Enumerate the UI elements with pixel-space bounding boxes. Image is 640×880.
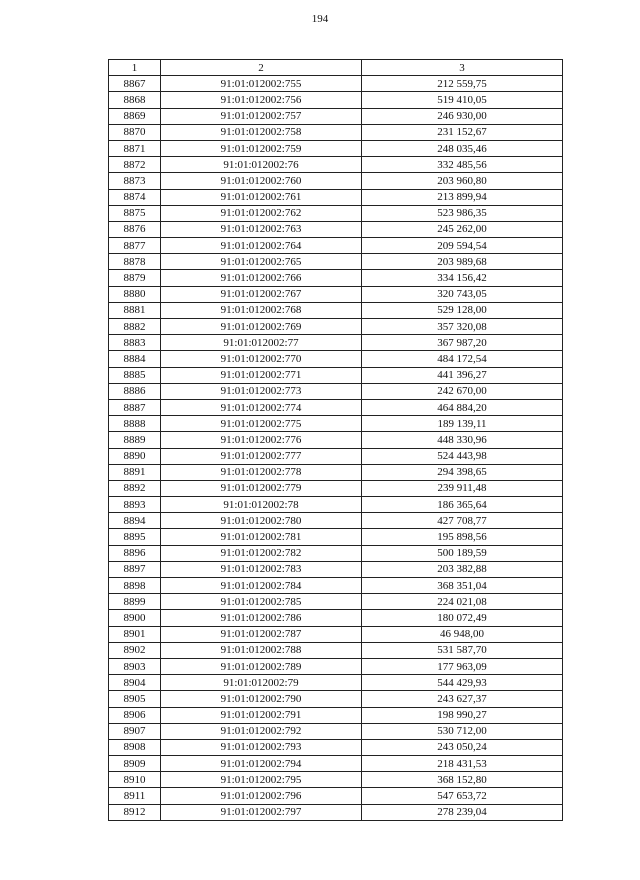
cadastral-number-cell: 91:01:012002:787	[161, 626, 362, 642]
cadastral-number-cell: 91:01:012002:784	[161, 578, 362, 594]
cadastral-number-cell: 91:01:012002:793	[161, 739, 362, 755]
cadastral-number-cell: 91:01:012002:770	[161, 351, 362, 367]
cadastral-number-cell: 91:01:012002:796	[161, 788, 362, 804]
cadastral-value-cell: 278 239,04	[362, 804, 563, 820]
cadastral-value-cell: 203 382,88	[362, 561, 563, 577]
cadastral-value-cell: 180 072,49	[362, 610, 563, 626]
cadastral-value-cell: 334 156,42	[362, 270, 563, 286]
cadastral-number-cell: 91:01:012002:78	[161, 497, 362, 513]
table-row	[109, 675, 563, 691]
cadastral-number-cell: 91:01:012002:766	[161, 270, 362, 286]
row-number-cell: 8897	[109, 561, 161, 577]
table-row	[109, 351, 563, 367]
table-row	[109, 302, 563, 318]
row-number-cell: 8890	[109, 448, 161, 464]
cadastral-value-table	[108, 59, 563, 821]
row-number-cell: 8878	[109, 254, 161, 270]
table-row	[109, 626, 563, 642]
cadastral-value-cell: 544 429,93	[362, 675, 563, 691]
row-number-cell: 8888	[109, 416, 161, 432]
table-row	[109, 513, 563, 529]
cadastral-value-cell: 531 587,70	[362, 642, 563, 658]
table-row	[109, 205, 563, 221]
table-row	[109, 480, 563, 496]
table-row	[109, 157, 563, 173]
cadastral-number-cell: 91:01:012002:759	[161, 140, 362, 156]
table-row	[109, 270, 563, 286]
row-number-cell: 8886	[109, 383, 161, 399]
table-row	[109, 464, 563, 480]
cadastral-value-cell: 332 485,56	[362, 157, 563, 173]
cadastral-number-cell: 91:01:012002:776	[161, 432, 362, 448]
row-number-cell: 8870	[109, 124, 161, 140]
cadastral-number-cell: 91:01:012002:779	[161, 480, 362, 496]
cadastral-value-cell: 213 899,94	[362, 189, 563, 205]
row-number-cell: 8868	[109, 92, 161, 108]
row-number-cell: 8877	[109, 238, 161, 254]
table-row	[109, 124, 563, 140]
table-row	[109, 92, 563, 108]
cadastral-number-cell: 91:01:012002:773	[161, 383, 362, 399]
cadastral-number-cell: 91:01:012002:797	[161, 804, 362, 820]
cadastral-value-cell: 524 443,98	[362, 448, 563, 464]
cadastral-number-cell: 91:01:012002:788	[161, 642, 362, 658]
cadastral-value-cell: 368 152,80	[362, 772, 563, 788]
row-number-cell: 8910	[109, 772, 161, 788]
table-row	[109, 578, 563, 594]
cadastral-number-cell: 91:01:012002:781	[161, 529, 362, 545]
cadastral-value-cell: 245 262,00	[362, 221, 563, 237]
page-number: 194	[311, 13, 329, 25]
row-number-cell: 8875	[109, 205, 161, 221]
cadastral-number-cell: 91:01:012002:783	[161, 561, 362, 577]
cadastral-number-cell: 91:01:012002:764	[161, 238, 362, 254]
cadastral-value-cell: 519 410,05	[362, 92, 563, 108]
cadastral-value-cell: 530 712,00	[362, 723, 563, 739]
table-row	[109, 610, 563, 626]
cadastral-number-cell: 91:01:012002:765	[161, 254, 362, 270]
cadastral-value-cell: 367 987,20	[362, 335, 563, 351]
table-row	[109, 529, 563, 545]
table-row	[109, 108, 563, 124]
cadastral-value-cell: 189 139,11	[362, 416, 563, 432]
cadastral-value-cell: 203 989,68	[362, 254, 563, 270]
cadastral-value-cell: 218 431,53	[362, 756, 563, 772]
table-row	[109, 788, 563, 804]
row-number-cell: 8869	[109, 108, 161, 124]
cadastral-number-cell: 91:01:012002:785	[161, 594, 362, 610]
cadastral-value-cell: 529 128,00	[362, 302, 563, 318]
cadastral-value-cell: 368 351,04	[362, 578, 563, 594]
table-row	[109, 173, 563, 189]
row-number-cell: 8872	[109, 157, 161, 173]
row-number-cell: 8889	[109, 432, 161, 448]
cadastral-number-cell: 91:01:012002:782	[161, 545, 362, 561]
header-row	[109, 60, 563, 76]
table-row	[109, 286, 563, 302]
cadastral-number-cell: 91:01:012002:790	[161, 691, 362, 707]
column-header-3: 3	[362, 60, 563, 76]
table-row	[109, 76, 563, 92]
cadastral-number-cell: 91:01:012002:789	[161, 658, 362, 674]
row-number-cell: 8887	[109, 399, 161, 415]
row-number-cell: 8892	[109, 480, 161, 496]
row-number-cell: 8899	[109, 594, 161, 610]
row-number-cell: 8909	[109, 756, 161, 772]
cadastral-number-cell: 91:01:012002:791	[161, 707, 362, 723]
cadastral-value-cell: 212 559,75	[362, 76, 563, 92]
table-row	[109, 545, 563, 561]
cadastral-value-cell: 294 398,65	[362, 464, 563, 480]
row-number-cell: 8895	[109, 529, 161, 545]
table-row	[109, 319, 563, 335]
row-number-cell: 8871	[109, 140, 161, 156]
cadastral-value-cell: 441 396,27	[362, 367, 563, 383]
cadastral-value-cell: 231 152,67	[362, 124, 563, 140]
column-header-2: 2	[161, 60, 362, 76]
cadastral-value-cell: 177 963,09	[362, 658, 563, 674]
table-row	[109, 383, 563, 399]
row-number-cell: 8907	[109, 723, 161, 739]
table-row	[109, 756, 563, 772]
cadastral-value-cell: 186 365,64	[362, 497, 563, 513]
row-number-cell: 8911	[109, 788, 161, 804]
cadastral-value-cell: 224 021,08	[362, 594, 563, 610]
cadastral-number-cell: 91:01:012002:792	[161, 723, 362, 739]
cadastral-value-cell: 523 986,35	[362, 205, 563, 221]
cadastral-number-cell: 91:01:012002:76	[161, 157, 362, 173]
table-header	[109, 60, 563, 76]
row-number-cell: 8891	[109, 464, 161, 480]
cadastral-value-cell: 203 960,80	[362, 173, 563, 189]
cadastral-number-cell: 91:01:012002:762	[161, 205, 362, 221]
row-number-cell: 8902	[109, 642, 161, 658]
row-number-cell: 8874	[109, 189, 161, 205]
cadastral-number-cell: 91:01:012002:767	[161, 286, 362, 302]
cadastral-number-cell: 91:01:012002:77	[161, 335, 362, 351]
table-row	[109, 642, 563, 658]
row-number-cell: 8912	[109, 804, 161, 820]
row-number-cell: 8906	[109, 707, 161, 723]
row-number-cell: 8880	[109, 286, 161, 302]
cadastral-value-cell: 484 172,54	[362, 351, 563, 367]
cadastral-number-cell: 91:01:012002:763	[161, 221, 362, 237]
cadastral-number-cell: 91:01:012002:780	[161, 513, 362, 529]
cadastral-value-cell: 246 930,00	[362, 108, 563, 124]
cadastral-value-cell: 464 884,20	[362, 399, 563, 415]
table-body	[109, 76, 563, 821]
table-row	[109, 432, 563, 448]
table-row	[109, 399, 563, 415]
row-number-cell: 8881	[109, 302, 161, 318]
cadastral-number-cell: 91:01:012002:775	[161, 416, 362, 432]
cadastral-number-cell: 91:01:012002:768	[161, 302, 362, 318]
table-row	[109, 416, 563, 432]
table-row	[109, 561, 563, 577]
row-number-cell: 8908	[109, 739, 161, 755]
cadastral-number-cell: 91:01:012002:758	[161, 124, 362, 140]
cadastral-value-cell: 243 627,37	[362, 691, 563, 707]
cadastral-value-cell: 547 653,72	[362, 788, 563, 804]
cadastral-value-cell: 500 189,59	[362, 545, 563, 561]
table-row	[109, 189, 563, 205]
row-number-cell: 8893	[109, 497, 161, 513]
cadastral-number-cell: 91:01:012002:778	[161, 464, 362, 480]
cadastral-number-cell: 91:01:012002:79	[161, 675, 362, 691]
cadastral-number-cell: 91:01:012002:786	[161, 610, 362, 626]
cadastral-value-cell: 209 594,54	[362, 238, 563, 254]
row-number-cell: 8873	[109, 173, 161, 189]
table-row	[109, 497, 563, 513]
cadastral-number-cell: 91:01:012002:771	[161, 367, 362, 383]
cadastral-value-cell: 357 320,08	[362, 319, 563, 335]
cadastral-number-cell: 91:01:012002:756	[161, 92, 362, 108]
table-row	[109, 448, 563, 464]
cadastral-number-cell: 91:01:012002:774	[161, 399, 362, 415]
column-header-1: 1	[109, 60, 161, 76]
table-row	[109, 367, 563, 383]
row-number-cell: 8905	[109, 691, 161, 707]
cadastral-number-cell: 91:01:012002:794	[161, 756, 362, 772]
table-row	[109, 772, 563, 788]
row-number-cell: 8882	[109, 319, 161, 335]
cadastral-number-cell: 91:01:012002:769	[161, 319, 362, 335]
cadastral-number-cell: 91:01:012002:795	[161, 772, 362, 788]
row-number-cell: 8885	[109, 367, 161, 383]
row-number-cell: 8884	[109, 351, 161, 367]
row-number-cell: 8894	[109, 513, 161, 529]
cadastral-number-cell: 91:01:012002:757	[161, 108, 362, 124]
row-number-cell: 8896	[109, 545, 161, 561]
cadastral-number-cell: 91:01:012002:777	[161, 448, 362, 464]
table-row	[109, 594, 563, 610]
cadastral-value-cell: 198 990,27	[362, 707, 563, 723]
row-number-cell: 8900	[109, 610, 161, 626]
cadastral-number-cell: 91:01:012002:760	[161, 173, 362, 189]
cadastral-value-cell: 248 035,46	[362, 140, 563, 156]
table-row	[109, 691, 563, 707]
cadastral-value-cell: 448 330,96	[362, 432, 563, 448]
table-row	[109, 238, 563, 254]
row-number-cell: 8904	[109, 675, 161, 691]
table-row	[109, 221, 563, 237]
row-number-cell: 8901	[109, 626, 161, 642]
cadastral-number-cell: 91:01:012002:761	[161, 189, 362, 205]
cadastral-value-cell: 239 911,48	[362, 480, 563, 496]
table-row	[109, 335, 563, 351]
row-number-cell: 8879	[109, 270, 161, 286]
cadastral-value-cell: 427 708,77	[362, 513, 563, 529]
row-number-cell: 8883	[109, 335, 161, 351]
table-row	[109, 804, 563, 820]
row-number-cell: 8876	[109, 221, 161, 237]
table-row	[109, 658, 563, 674]
cadastral-value-cell: 320 743,05	[362, 286, 563, 302]
cadastral-value-cell: 242 670,00	[362, 383, 563, 399]
cadastral-value-cell: 195 898,56	[362, 529, 563, 545]
table-row	[109, 707, 563, 723]
row-number-cell: 8898	[109, 578, 161, 594]
table-row	[109, 254, 563, 270]
table-row	[109, 140, 563, 156]
cadastral-value-cell: 243 050,24	[362, 739, 563, 755]
table-row	[109, 739, 563, 755]
row-number-cell: 8867	[109, 76, 161, 92]
row-number-cell: 8903	[109, 658, 161, 674]
cadastral-value-cell: 46 948,00	[362, 626, 563, 642]
table-row	[109, 723, 563, 739]
cadastral-number-cell: 91:01:012002:755	[161, 76, 362, 92]
